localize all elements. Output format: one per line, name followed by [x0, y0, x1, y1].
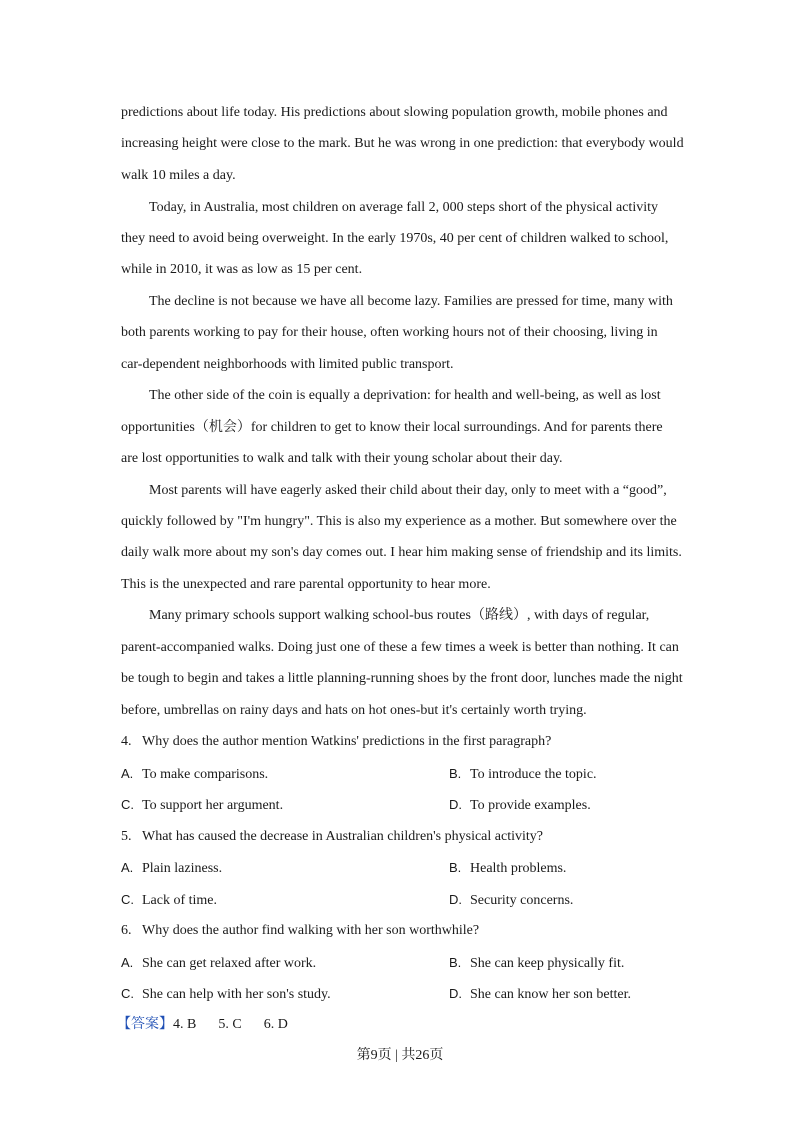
passage-line: before, umbrellas on rainy days and hats on hot ones-but it's certainly worth trying. [121, 703, 587, 718]
option-text: She can know her son better. [470, 987, 631, 1002]
question-6 [121, 922, 691, 940]
option-text: To introduce the topic. [470, 767, 597, 782]
question-number: 5. [121, 829, 132, 844]
passage-line: The other side of the coin is equally a deprivation: for health and well-being, as well as lost [149, 388, 661, 403]
option-text: To provide examples. [470, 798, 591, 813]
question-text: Why does the author mention Watkins' predictions in the first paragraph? [142, 734, 552, 749]
answer-label: 【答案】 [117, 1017, 173, 1032]
option-4d[interactable] [449, 796, 591, 814]
option-text: To support her argument. [142, 798, 284, 813]
passage-line: Today, in Australia, most children on average fall 2, 000 steps short of the physical activity [149, 200, 658, 215]
passage-line: be tough to begin and takes a little planning-running shoes by the front door, lunches made the night [121, 671, 683, 686]
passage-line: are lost opportunities to walk and talk with their young scholar about their day. [121, 451, 563, 466]
passage-line: parent-accompanied walks. Doing just one of these a few times a week is better than nothing. It can [121, 640, 679, 655]
passage-line: car-dependent neighborhoods with limited public transport. [121, 357, 454, 372]
option-letter: D. [449, 892, 462, 907]
passage-line: quickly followed by "I'm hungry". This is also my experience as a mother. But somewhere over the [121, 514, 677, 529]
option-4c[interactable] [121, 796, 283, 814]
option-text: Security concerns. [470, 893, 574, 908]
passage-line: walk 10 miles a day. [121, 168, 236, 183]
option-letter: A. [121, 955, 134, 970]
passage-line: daily walk more about my son's day comes out. I hear him making sense of friendship and its limits. [121, 545, 682, 560]
option-6a[interactable] [121, 954, 316, 972]
option-6d[interactable] [449, 985, 631, 1003]
option-4b[interactable] [449, 765, 597, 783]
option-letter: C. [121, 986, 134, 1001]
passage-line: Most parents will have eagerly asked their child about their day, only to meet with a “good”, [149, 483, 667, 498]
question-text: What has caused the decrease in Australian children's physical activity? [142, 829, 543, 844]
option-letter: B. [449, 955, 462, 970]
option-letter: A. [121, 766, 134, 781]
question-number: 6. [121, 923, 132, 938]
passage-line: This is the unexpected and rare parental opportunity to hear more. [121, 577, 491, 592]
passage-line: The decline is not because we have all become lazy. Families are pressed for time, many with [149, 294, 673, 309]
option-letter: A. [121, 860, 134, 875]
option-text: She can help with her son's study. [142, 987, 331, 1002]
option-letter: D. [449, 797, 462, 812]
option-5b[interactable] [449, 859, 566, 877]
passage-line: increasing height were close to the mark. But he was wrong in one prediction: that everybody would [121, 136, 684, 151]
option-4a[interactable] [121, 765, 268, 783]
option-text: She can get relaxed after work. [142, 956, 317, 971]
page-footer: 第9页 | 共26页 [356, 1048, 444, 1063]
option-text: To make comparisons. [142, 767, 269, 782]
passage-line: both parents working to pay for their house, often working hours not of their choosing, living in [121, 325, 658, 340]
option-text: Plain laziness. [142, 861, 223, 876]
option-5c[interactable] [121, 891, 217, 909]
passage-line: Many primary schools support walking school-bus routes（路线）, with days of regular, [149, 608, 650, 623]
answer-value: 6. D [263, 1017, 288, 1032]
option-5a[interactable] [121, 859, 222, 877]
option-letter: C. [121, 892, 134, 907]
passage-line: opportunities（机会）for children to get to know their local surroundings. And for parents there [121, 420, 663, 435]
answer-value: 5. C [218, 1017, 242, 1032]
question-5 [121, 828, 691, 846]
option-text: Health problems. [470, 861, 567, 876]
passage-line: predictions about life today. His predictions about slowing population growth, mobile phones and [121, 105, 668, 120]
question-4 [121, 733, 691, 751]
option-text: She can keep physically fit. [470, 956, 625, 971]
option-letter: C. [121, 797, 134, 812]
question-number: 4. [121, 734, 132, 749]
option-letter: B. [449, 766, 462, 781]
option-6b[interactable] [449, 954, 624, 972]
question-text: Why does the author find walking with her son worthwhile? [142, 923, 480, 938]
option-5d[interactable] [449, 891, 573, 909]
option-6c[interactable] [121, 985, 331, 1003]
option-letter: B. [449, 860, 462, 875]
option-text: Lack of time. [142, 893, 218, 908]
passage-line: they need to avoid being overweight. In the early 1970s, 40 per cent of children walked to school, [121, 231, 669, 246]
answer-value: 4. B [173, 1017, 197, 1032]
option-letter: D. [449, 986, 462, 1001]
answer-line [117, 1016, 687, 1034]
passage-line: while in 2010, it was as low as 15 per cent. [121, 262, 363, 277]
